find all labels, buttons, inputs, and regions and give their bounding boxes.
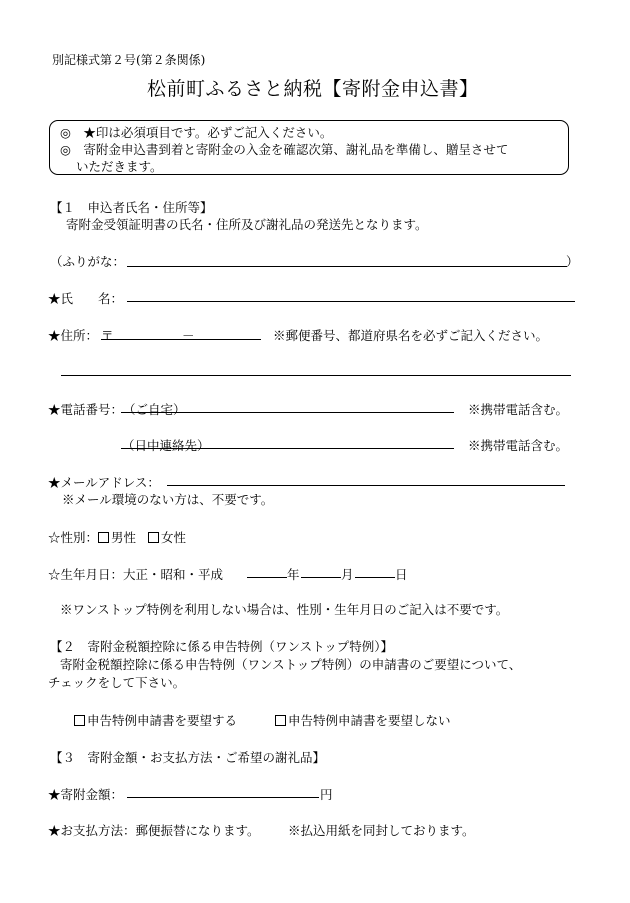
birth-year-input[interactable] — [247, 577, 287, 578]
notice-line-1: ◎ ★印は必須項目です。必ずご記入ください。 — [60, 125, 333, 140]
gender-field — [48, 528, 186, 546]
gender-female-checkbox[interactable] — [148, 532, 159, 543]
onestop-decline-option[interactable] — [275, 711, 451, 729]
postal-dash: － — [182, 328, 195, 343]
name-input[interactable] — [127, 301, 575, 302]
amount-input[interactable] — [127, 797, 319, 798]
amount-label: ★寄附金額： — [48, 787, 124, 802]
email-label: ★メールアドレス： — [48, 475, 160, 490]
form-number: 別記様式第２号(第２条関係) — [52, 53, 206, 67]
section3-heading: 【３ 寄附金額・お支払方法・ご希望の謝礼品】 — [50, 750, 326, 765]
birthdate-label: ☆生年月日：大正・昭和・平成 — [48, 567, 224, 582]
email-note: ※メール環境のない方は、不要です。 — [62, 492, 274, 507]
gender-female-label: 女性 — [160, 530, 186, 545]
onestop-request-label: 申告特例申請書を要望する — [87, 713, 238, 728]
amount-unit: 円 — [320, 787, 333, 802]
gender-male-checkbox[interactable] — [98, 532, 109, 543]
day-label: 日 — [395, 567, 408, 582]
notice-line-2: ◎ 寄附金申込書到着と寄附金の入金を確認次第、謝礼品を準備し、贈呈させて — [60, 142, 509, 157]
furigana-input[interactable] — [127, 266, 567, 267]
email-input[interactable] — [167, 485, 565, 486]
address-input[interactable] — [61, 375, 571, 376]
onestop-decline-label: 申告特例申請書を要望しない — [288, 713, 451, 728]
mobile-note-2: ※携帯電話含む。 — [468, 438, 569, 453]
gender-label: ☆性別： — [48, 530, 99, 545]
phone-home-input[interactable] — [121, 412, 454, 413]
section2-desc-1: 寄附金税額控除に係る申告特例（ワンストップ特例）の申請書のご要望について、 — [60, 657, 522, 672]
phone-home-label: （ご自宅） — [123, 402, 186, 417]
phone-day-label: （日中連絡先） — [122, 438, 210, 453]
payment-note: ※払込用紙を同封しております。 — [288, 823, 475, 838]
page-title: 松前町ふるさと納税【寄附金申込書】 — [147, 78, 479, 100]
onestop-request-option[interactable] — [74, 711, 237, 729]
onestop-decline-checkbox[interactable] — [275, 715, 286, 726]
birth-day-input[interactable] — [355, 577, 395, 578]
section1-description: 寄附金受領証明書の氏名・住所及び謝礼品の発送先となります。 — [66, 217, 428, 232]
address-label: ★住所： — [48, 328, 99, 343]
month-label: 月 — [341, 567, 354, 582]
payment-label: ★お支払方法：郵便振替になります。 — [48, 823, 260, 838]
name-label: ★氏 名： — [48, 291, 124, 306]
furigana-label: （ふりがな： — [50, 254, 126, 269]
section2-desc-2: チェックをして下さい。 — [48, 675, 186, 690]
address-note: ※郵便番号、都道府県名を必ずご記入ください。 — [273, 328, 549, 343]
birth-month-input[interactable] — [301, 577, 341, 578]
year-label: 年 — [287, 567, 300, 582]
phone-label: ★電話番号： — [48, 402, 124, 417]
mobile-note-1: ※携帯電話含む。 — [468, 402, 569, 417]
furigana-close: ） — [566, 254, 579, 269]
onestop-note: ※ワンストップ特例を利用しない場合は、性別・生年月日のご記入は不要です。 — [60, 602, 509, 617]
notice-line-3: いただきます。 — [76, 159, 163, 174]
onestop-request-checkbox[interactable] — [74, 715, 85, 726]
postal-mark: 〒 — [101, 328, 114, 343]
gender-male-label: 男性 — [111, 530, 137, 545]
section1-heading: 【１ 申込者氏名・住所等】 — [50, 200, 213, 215]
postal-code-input[interactable] — [101, 339, 261, 340]
section2-heading: 【２ 寄附金税額控除に係る申告特例（ワンストップ特例）】 — [50, 639, 394, 654]
phone-day-input[interactable] — [121, 448, 454, 449]
